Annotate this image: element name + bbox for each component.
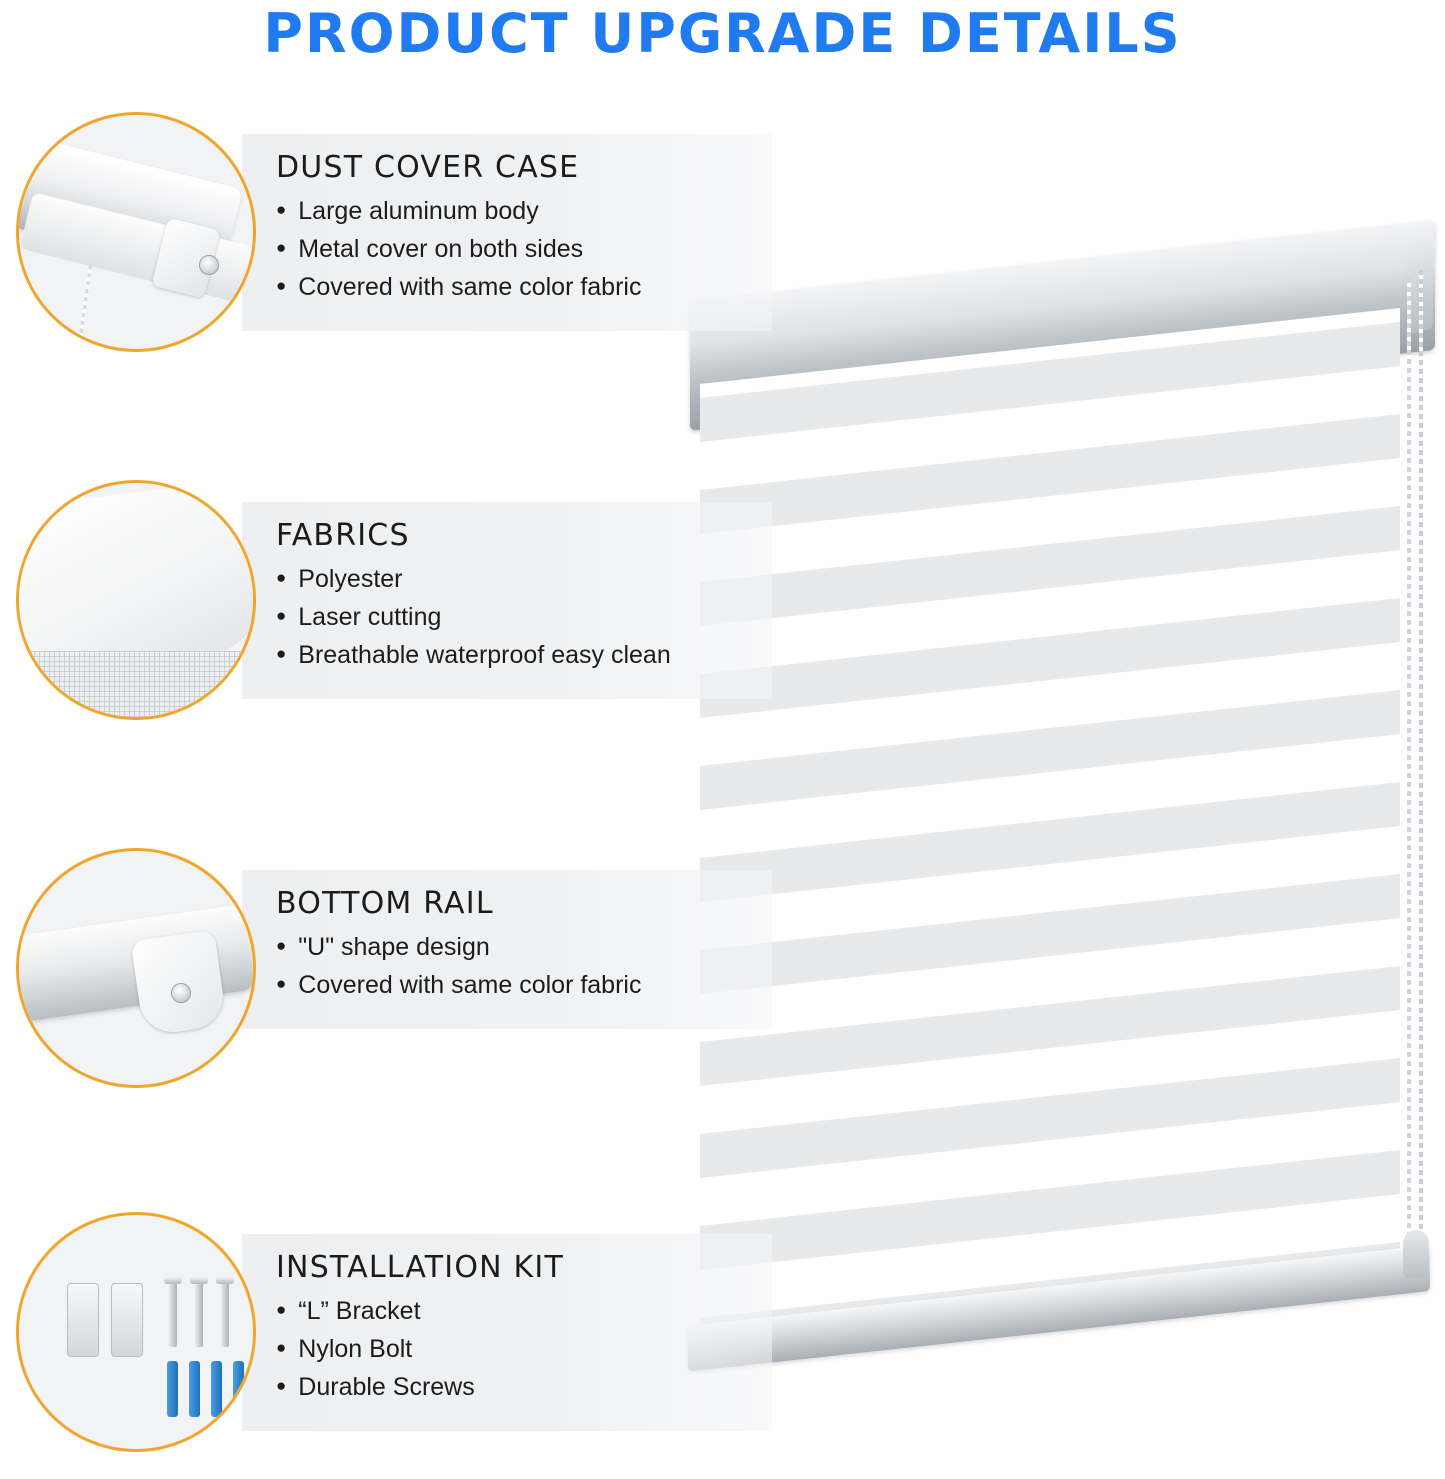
feature-bullet (276, 1297, 746, 1326)
bullet-icon: ● (276, 644, 287, 663)
shade-stripe (700, 690, 1400, 810)
fabric-mesh-texture (19, 651, 256, 717)
feature-bullet (276, 1335, 746, 1364)
feature-title: DUST COVER CASE (276, 150, 580, 185)
installation-kit-text-panel (242, 1234, 772, 1431)
feature-dust-cover-case (16, 112, 772, 352)
bullet-icon: ● (276, 1300, 287, 1319)
feature-bullet-label: "U" shape design (298, 933, 490, 961)
product-illustration (680, 200, 1445, 1320)
screw-head-shape (190, 1277, 208, 1284)
shade-stripe (700, 506, 1400, 626)
zebra-shade-fabric (700, 308, 1400, 1394)
feature-bullet (276, 197, 746, 226)
feature-bullet-label: Metal cover on both sides (298, 235, 584, 263)
screw-head-shape (216, 1277, 234, 1284)
bead-chain-thumb-icon (77, 265, 92, 351)
chain-weight-icon (1403, 1230, 1429, 1278)
shade-stripe (700, 1058, 1400, 1178)
nylon-bolt-shape (189, 1361, 200, 1417)
screw-dot-icon (199, 255, 219, 275)
shade-stripe (700, 966, 1400, 1086)
fabrics-text-panel (242, 502, 772, 699)
feature-bullet-label: Covered with same color fabric (298, 971, 642, 999)
bullet-icon: ● (276, 276, 287, 295)
feature-bullet (276, 565, 746, 594)
shade-stripe (700, 598, 1400, 718)
feature-bottom-rail (16, 848, 772, 1088)
bead-chain-secondary-icon (1407, 278, 1411, 1268)
feature-bullet-label: Polyester (298, 565, 403, 593)
bullet-icon: ● (276, 974, 287, 993)
feature-bullet-label: Nylon Bolt (298, 1335, 413, 1363)
bottom-rail-text-panel (242, 870, 772, 1029)
feature-bullet (276, 603, 746, 632)
screw-shape (195, 1277, 203, 1347)
screw-shape (221, 1277, 229, 1347)
bullet-icon: ● (276, 568, 287, 587)
bottom-rail-photo (16, 848, 256, 1088)
l-bracket-shape (67, 1283, 99, 1357)
bead-chain-icon (1419, 270, 1423, 1270)
feature-bullet-label: Breathable waterproof easy clean (298, 641, 671, 669)
feature-bullet-label: Laser cutting (298, 603, 442, 631)
feature-bullet (276, 1373, 746, 1402)
feature-title: FABRICS (276, 518, 410, 553)
feature-bullet (276, 235, 746, 264)
installation-kit-photo (16, 1212, 256, 1452)
feature-bullet-label: Covered with same color fabric (298, 273, 642, 301)
shade-stripe (700, 874, 1400, 994)
fabric-swatch-photo (16, 480, 256, 720)
shade-stripe (700, 782, 1400, 902)
feature-installation-kit (16, 1212, 772, 1452)
shade-stripe (700, 414, 1400, 534)
feature-fabrics (16, 480, 772, 720)
dust-cover-case-text-panel (242, 134, 772, 331)
nylon-bolt-shape (167, 1361, 178, 1417)
bullet-icon: ● (276, 606, 287, 625)
bullet-icon: ● (276, 936, 287, 955)
screw-dot-icon (171, 983, 191, 1003)
nylon-bolt-shape (233, 1361, 244, 1417)
feature-title: BOTTOM RAIL (276, 886, 494, 921)
fabric-roll-shape (16, 480, 256, 678)
feature-bullet (276, 933, 746, 962)
bullet-icon: ● (276, 1376, 287, 1395)
l-bracket-shape (111, 1283, 143, 1357)
dust-cover-case-photo (16, 112, 256, 352)
page-title: PRODUCT UPGRADE DETAILS (263, 2, 1182, 65)
shade-stripe (700, 1150, 1400, 1270)
feature-bullet (276, 641, 746, 670)
bullet-icon: ● (276, 200, 287, 219)
feature-bullet (276, 971, 746, 1000)
feature-bullet (276, 273, 746, 302)
feature-bullet-label: Durable Screws (298, 1373, 475, 1401)
screw-shape (169, 1277, 177, 1347)
feature-bullet-label: Large aluminum body (298, 197, 539, 225)
feature-title: INSTALLATION KIT (276, 1250, 564, 1285)
feature-bullet-label: “L” Bracket (298, 1297, 421, 1325)
screw-head-shape (164, 1277, 182, 1284)
bullet-icon: ● (276, 1338, 287, 1357)
bullet-icon: ● (276, 238, 287, 257)
nylon-bolt-shape (211, 1361, 222, 1417)
